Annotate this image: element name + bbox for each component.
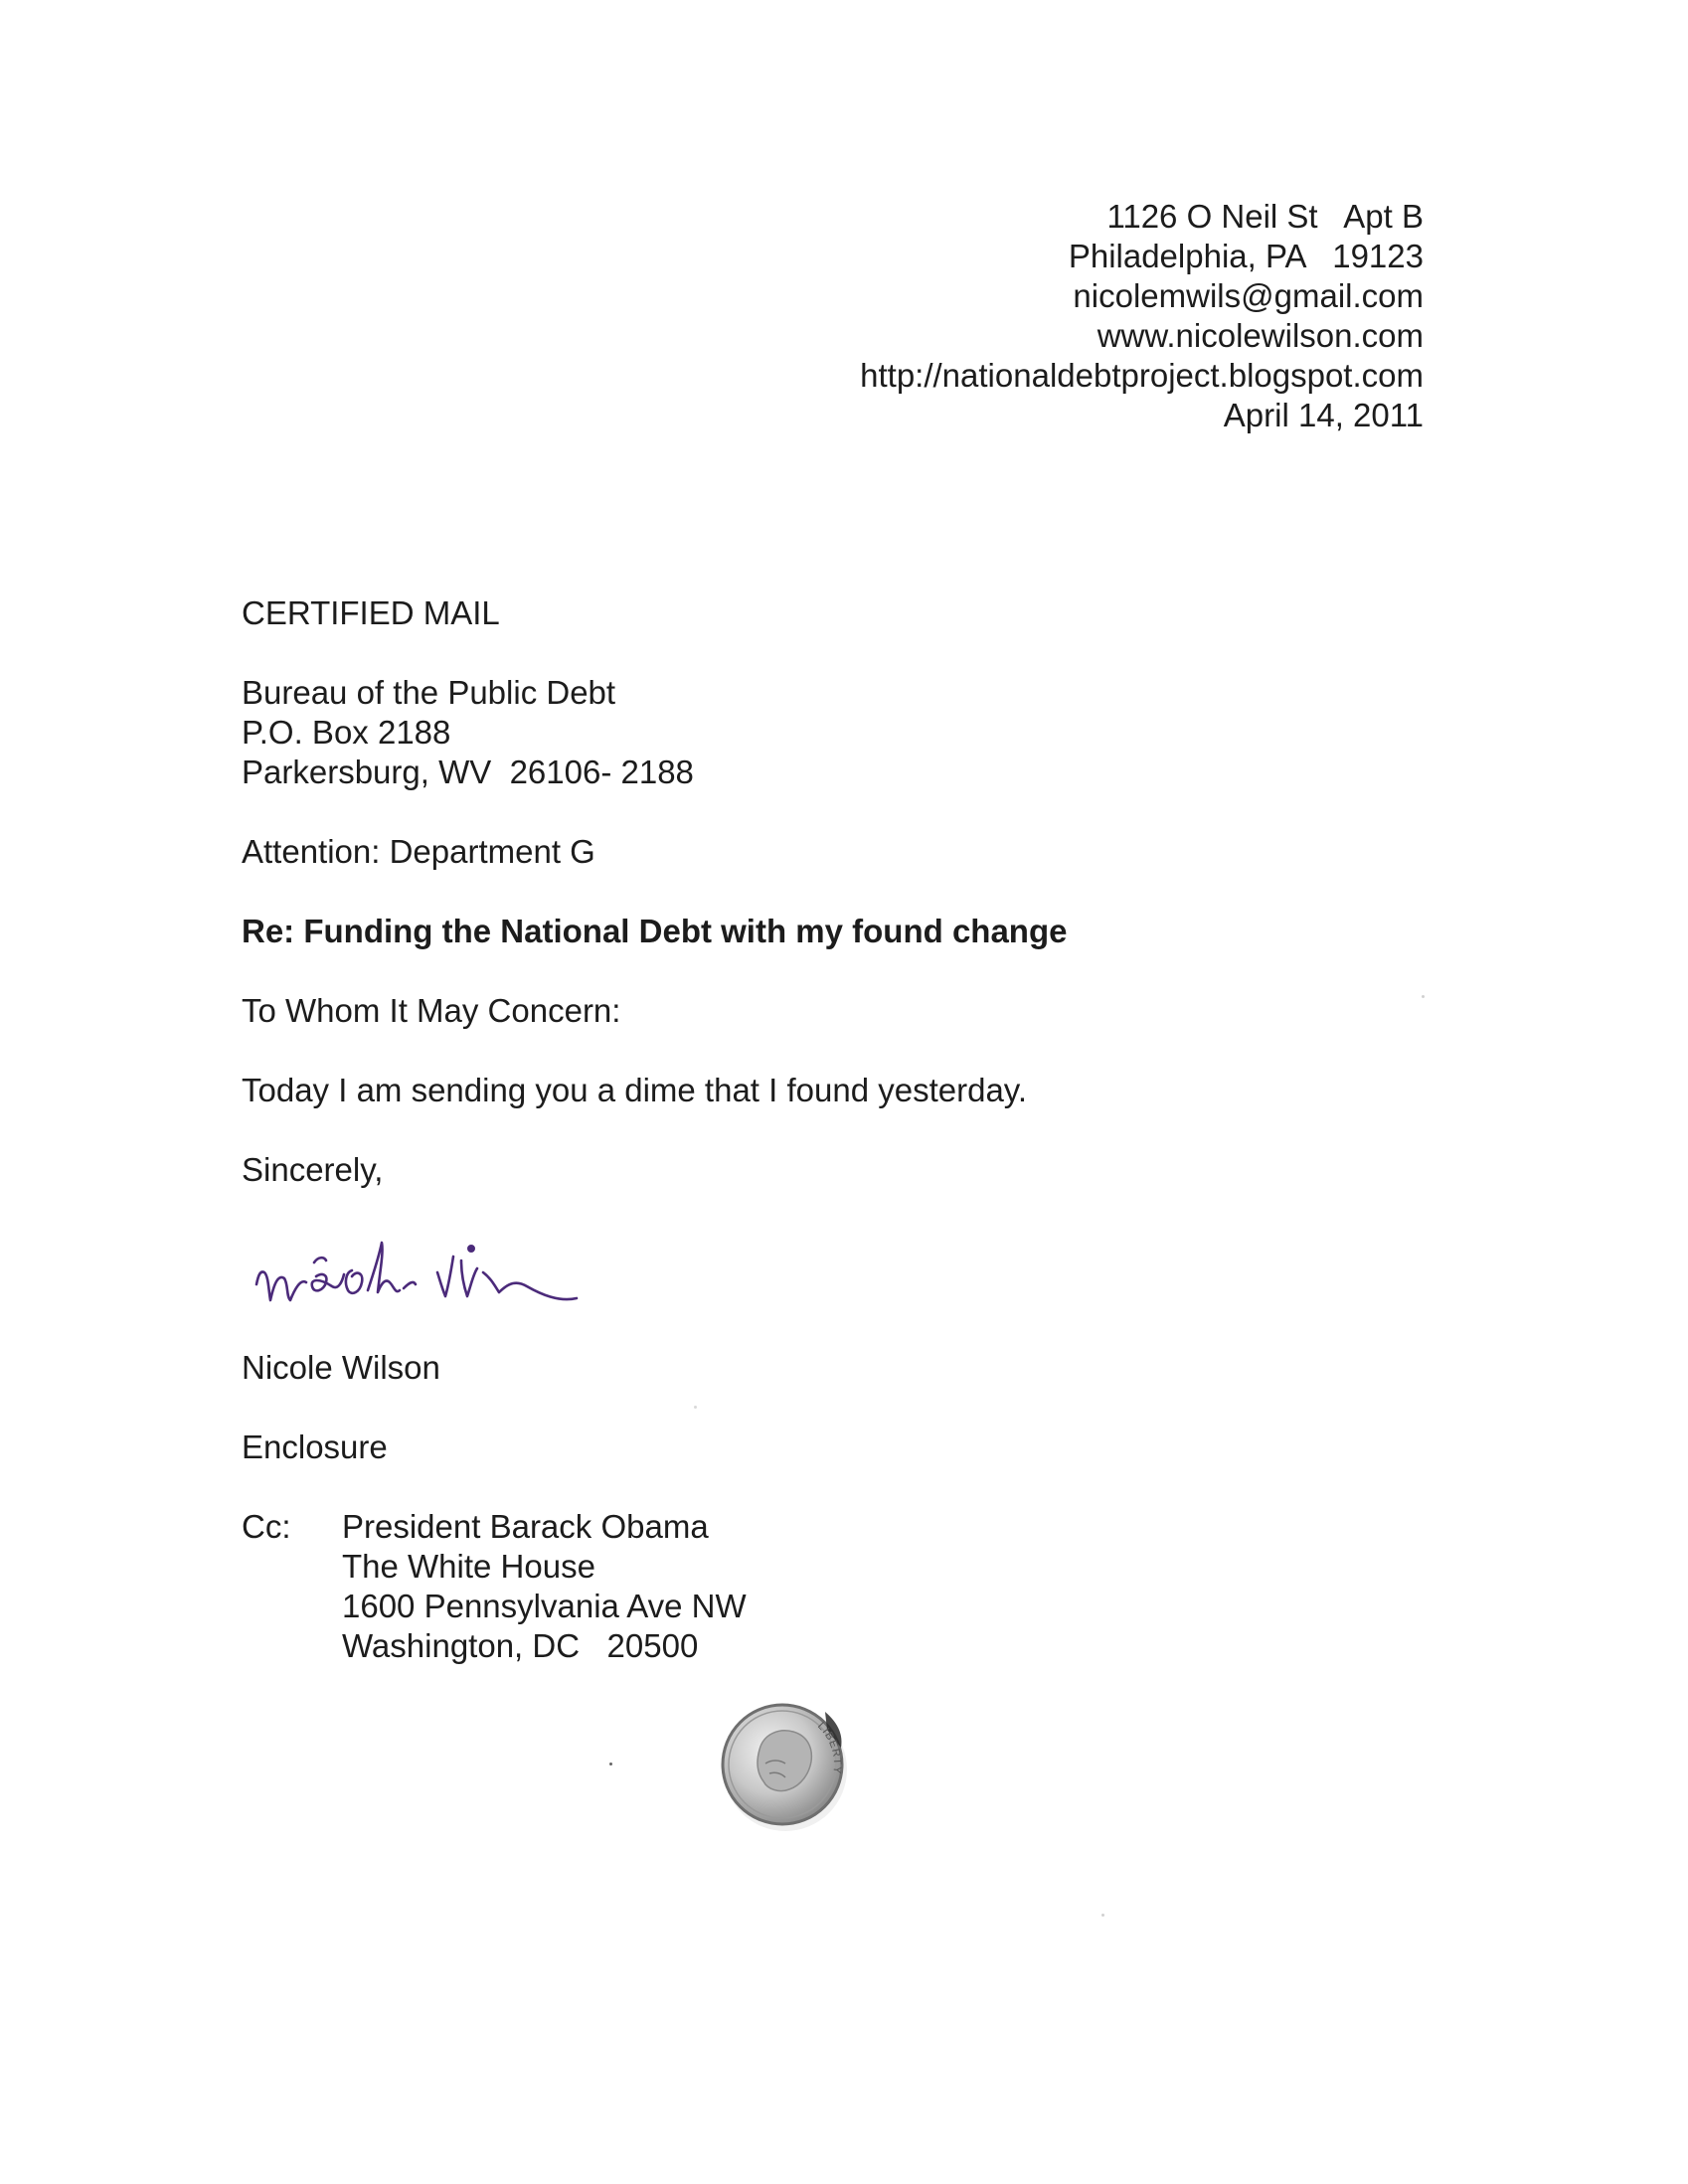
- recipient-name: Bureau of the Public Debt: [242, 674, 616, 711]
- attention-line: Attention: Department G: [242, 833, 595, 870]
- scan-speck: [1422, 995, 1425, 998]
- enclosure-note: Enclosure: [242, 1428, 388, 1465]
- sender-email: nicolemwils@gmail.com: [1073, 277, 1424, 314]
- cc-city: Washington, DC 20500: [342, 1627, 699, 1664]
- cc-street: 1600 Pennsylvania Ave NW: [342, 1588, 747, 1624]
- signer-name: Nicole Wilson: [242, 1349, 440, 1386]
- message-body: Today I am sending you a dime that I found yesterday.: [242, 1072, 1028, 1108]
- sender-city: Philadelphia, PA 19123: [1068, 238, 1424, 274]
- scan-speck: [609, 1763, 612, 1765]
- scan-speck: [1101, 1914, 1104, 1917]
- sender-website: www.nicolewilson.com: [1097, 317, 1424, 354]
- handwritten-signature: [249, 1213, 676, 1332]
- recipient-block: [242, 673, 694, 792]
- scan-speck: [694, 1406, 697, 1409]
- cc-block: [342, 1507, 747, 1666]
- letter-date: April 14, 2011: [1223, 397, 1424, 433]
- subject-line: Re: Funding the National Debt with my found change: [242, 913, 1068, 949]
- cc-org: The White House: [342, 1548, 595, 1585]
- sender-address: 1126 O Neil St Apt B: [1106, 198, 1424, 235]
- sender-blog: http://nationaldebtproject.blogspot.com: [860, 357, 1424, 394]
- coin-inscription: LIBERTY: [814, 1720, 844, 1775]
- closing: Sincerely,: [242, 1151, 384, 1188]
- salutation: To Whom It May Concern:: [242, 992, 621, 1029]
- cc-label: Cc:: [242, 1508, 291, 1545]
- recipient-po-box: P.O. Box 2188: [242, 714, 451, 751]
- certified-mail-label: CERTIFIED MAIL: [242, 594, 500, 631]
- dime-coin-image: [708, 1690, 857, 1839]
- cc-name: President Barack Obama: [342, 1508, 709, 1545]
- recipient-city: Parkersburg, WV 26106- 2188: [242, 754, 694, 790]
- sender-block: [860, 197, 1424, 435]
